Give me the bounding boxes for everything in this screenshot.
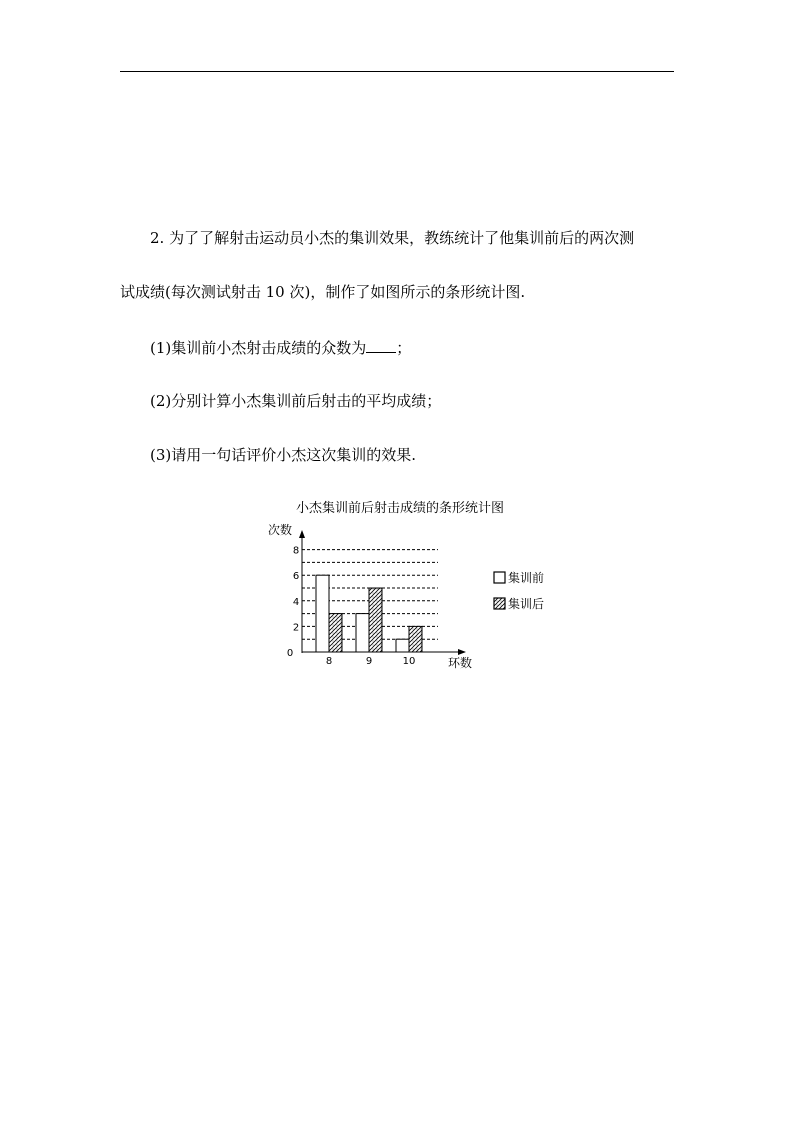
x-axis-label: 环数	[447, 656, 473, 670]
legend-label: 集训前	[508, 571, 545, 585]
question-part-1	[150, 337, 411, 358]
bars	[316, 575, 422, 652]
bar	[369, 588, 382, 652]
bar	[329, 614, 342, 652]
legend-swatch	[494, 598, 505, 609]
y-axis-arrow	[299, 530, 305, 538]
y-tick-label: 4	[292, 596, 300, 608]
part-1-suffix: ；	[396, 339, 412, 357]
bar-chart	[260, 492, 560, 682]
chart-title: 小杰集训前后射击成绩的条形统计图	[295, 501, 505, 516]
x-axis-arrow	[458, 649, 466, 655]
y-tick-label: 8	[292, 545, 300, 557]
x-tick-label: 10	[402, 656, 416, 667]
legend-swatch	[494, 572, 505, 583]
question-part-2: (2)分别计算小杰集训前后射击的平均成绩；	[150, 392, 442, 410]
bar	[316, 575, 329, 652]
answer-blank[interactable]	[366, 337, 396, 353]
x-tick-label: 8	[325, 656, 333, 667]
question-intro-line-2: 试成绩(每次测试射击 10 次)，制作了如图所示的条形统计图.	[120, 283, 526, 301]
x-tick-label: 9	[365, 656, 373, 667]
question-part-3: (3)请用一句话评价小杰这次集训的效果.	[150, 446, 417, 464]
y-tick-label: 0	[286, 648, 294, 659]
legend	[494, 570, 544, 611]
legend-label: 集训后	[508, 597, 545, 611]
bar	[409, 626, 422, 652]
bar	[396, 639, 409, 652]
bar	[356, 614, 369, 652]
part-1-prefix: (1)集训前小杰射击成绩的众数为	[150, 339, 367, 357]
y-axis-label: 次数	[267, 523, 293, 537]
y-tick-label: 2	[292, 622, 300, 634]
y-tick-label: 6	[292, 571, 300, 583]
question-intro-line-1: 2. 为了了解射击运动员小杰的集训效果，教练统计了他集训前后的两次测	[150, 229, 635, 247]
header-rule	[120, 71, 674, 72]
